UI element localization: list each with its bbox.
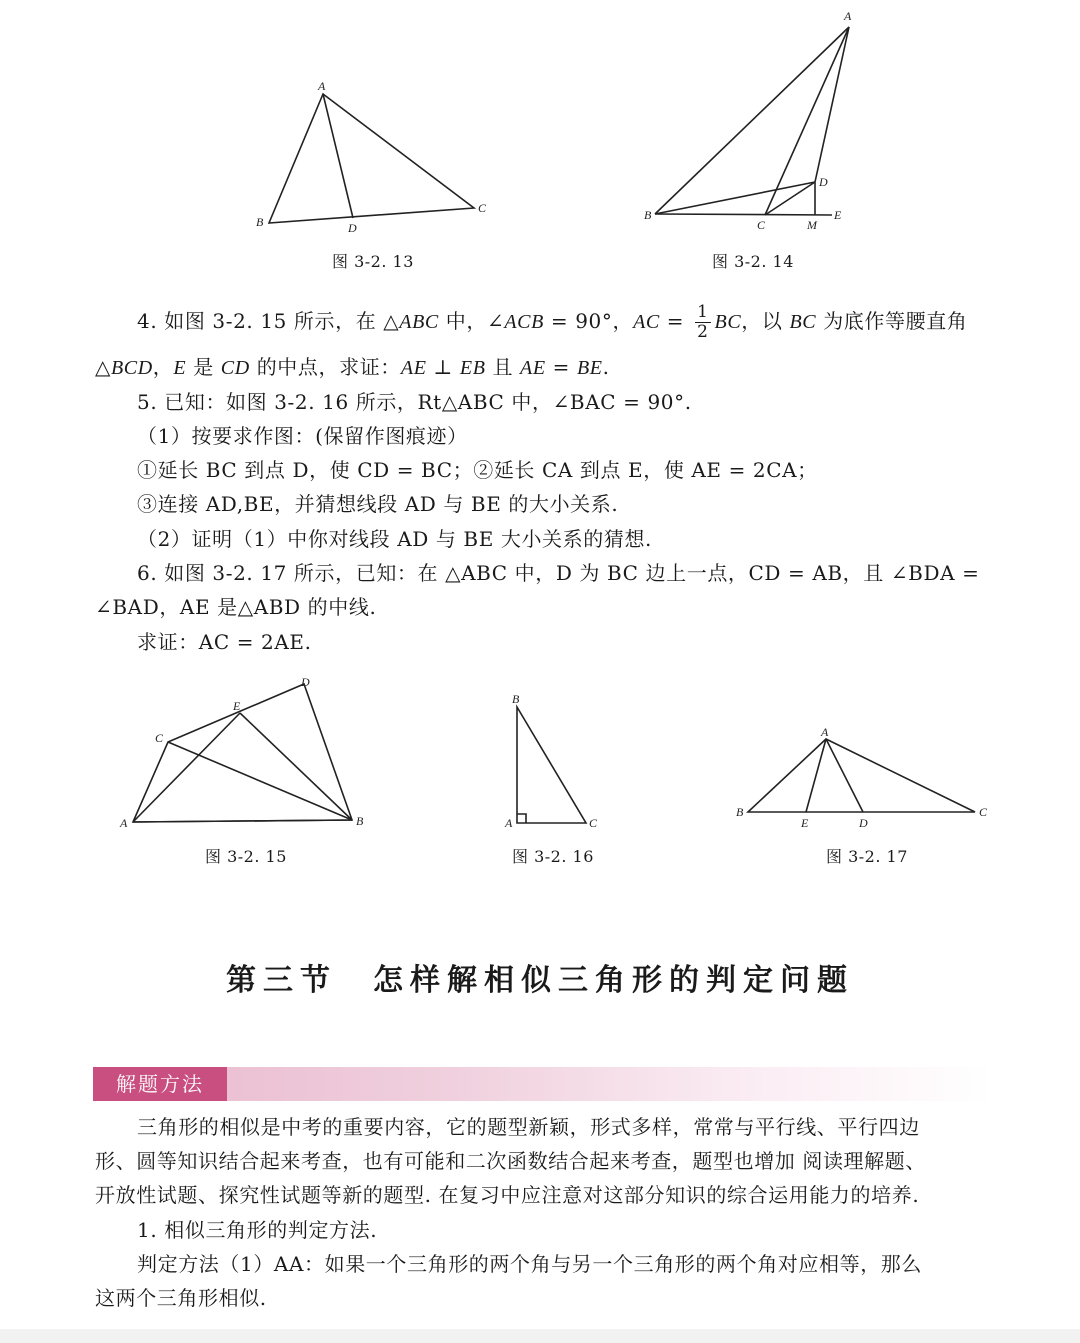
text: 且 bbox=[485, 355, 521, 379]
math: E bbox=[173, 357, 187, 379]
math: BC bbox=[789, 311, 817, 333]
label-b: B bbox=[256, 215, 264, 229]
label-a: A bbox=[318, 79, 326, 93]
text: 4. 如图 3-2. 15 所示，在 △ bbox=[137, 309, 400, 333]
triangle-abc bbox=[748, 739, 975, 812]
label-d: D bbox=[301, 675, 310, 689]
caption-3-2-17: 图 3-2. 17 bbox=[826, 847, 908, 866]
figure-3-2-16 bbox=[500, 688, 610, 838]
label-b: B bbox=[736, 805, 744, 819]
segment-ad bbox=[826, 739, 863, 812]
problem-6-line-2: ∠BAD，AE 是△ABD 的中线. bbox=[95, 595, 377, 619]
label-e: E bbox=[233, 699, 241, 713]
label-d: D bbox=[859, 816, 868, 830]
problem-5-line-2: （1）按要求作图：(保留作图痕迹） bbox=[137, 424, 468, 448]
label-b: B bbox=[644, 208, 652, 222]
rule-1-line-2: 这两个三角形相似. bbox=[95, 1286, 267, 1310]
method-paragraph-line-2: 形、圆等知识结合起来考查，也有可能和二次函数结合起来考查，题型也增加 阅读理解题、 bbox=[95, 1149, 926, 1173]
math: BC bbox=[714, 311, 742, 333]
problem-6-line-3: 求证：AC = 2AE. bbox=[137, 630, 312, 654]
math: AC bbox=[633, 311, 660, 333]
triangle-abc bbox=[269, 94, 474, 223]
figure-3-2-17 bbox=[733, 725, 998, 833]
segment-ad bbox=[815, 27, 849, 182]
label-b: B bbox=[512, 692, 520, 706]
method-item-1: 1. 相似三角形的判定方法. bbox=[137, 1218, 378, 1242]
problem-6-line-1: 6. 如图 3-2. 17 所示，已知：在 △ABC 中，D 为 BC 边上一点，CD = AB，且 ∠BDA = bbox=[137, 561, 980, 585]
method-banner bbox=[93, 1067, 993, 1101]
caption-3-2-13: 图 3-2. 13 bbox=[332, 252, 414, 271]
caption-3-2-14: 图 3-2. 14 bbox=[712, 252, 794, 271]
problem-4-line-1 bbox=[137, 303, 967, 342]
text: = bbox=[545, 355, 577, 379]
caption-3-2-15: 图 3-2. 15 bbox=[205, 847, 287, 866]
segment-eb bbox=[240, 713, 352, 820]
section-number: 第三节 bbox=[226, 963, 337, 998]
rule-1-line-1: 判定方法（1）AA：如果一个三角形的两个角与另一个三角形的两个角对应相等，那么 bbox=[137, 1252, 923, 1276]
method-paragraph-line-3: 开放性试题、探究性试题等新的题型. 在复习中应注意对这部分知识的综合运用能力的培养. bbox=[95, 1183, 920, 1207]
label-a: A bbox=[821, 725, 829, 739]
quad-acdb bbox=[133, 684, 352, 822]
fraction-one-half bbox=[695, 303, 710, 342]
text: 为底作等腰直角 bbox=[816, 309, 968, 333]
denominator: 2 bbox=[697, 322, 709, 342]
problem-5-line-3: ①延长 BC 到点 D，使 CD = BC；②延长 CA 到点 E，使 AE = 2CA； bbox=[137, 458, 818, 482]
label-e: E bbox=[801, 816, 809, 830]
math: ABC bbox=[399, 311, 439, 333]
problem-5-line-4: ③连接 AD,BE，并猜想线段 AD 与 BE 的大小关系. bbox=[137, 492, 619, 516]
right-triangle-abc bbox=[517, 707, 586, 823]
figure-3-2-14 bbox=[640, 6, 860, 236]
method-tag: 解题方法 bbox=[93, 1067, 227, 1101]
segment-ab bbox=[133, 820, 352, 822]
text: △ bbox=[95, 355, 111, 379]
math: CD bbox=[220, 357, 250, 379]
label-c: C bbox=[589, 816, 598, 830]
segment-ae bbox=[133, 713, 240, 822]
label-m: M bbox=[807, 218, 817, 232]
text: 中，∠ bbox=[438, 309, 505, 333]
segment-cb bbox=[168, 742, 352, 820]
text: 的中点，求证： bbox=[249, 355, 401, 379]
text: = 90°， bbox=[543, 309, 634, 333]
right-angle-mark bbox=[517, 814, 526, 823]
text: ，以 bbox=[741, 309, 790, 333]
math: AE bbox=[520, 357, 546, 379]
text: = bbox=[659, 309, 692, 333]
label-d: D bbox=[348, 221, 357, 235]
figure-3-2-15 bbox=[115, 672, 380, 832]
figure-3-2-13 bbox=[250, 80, 500, 240]
segment-ae bbox=[806, 739, 826, 812]
label-a: A bbox=[505, 816, 513, 830]
label-c: C bbox=[757, 218, 766, 232]
problem-5-line-1: 5. 已知：如图 3-2. 16 所示，Rt△ABC 中，∠BAC = 90°. bbox=[137, 390, 692, 414]
problem-5-line-5: （2）证明（1）中你对线段 AD 与 BE 大小关系的猜想. bbox=[137, 527, 653, 551]
text: . bbox=[602, 355, 610, 379]
label-c: C bbox=[979, 805, 988, 819]
text: 是 bbox=[186, 355, 221, 379]
label-e: E bbox=[834, 208, 842, 222]
section-heading: 怎样解相似三角形的判定问题 bbox=[373, 963, 854, 998]
math: ACB bbox=[504, 311, 544, 333]
segment-be bbox=[655, 214, 832, 215]
math: BCD bbox=[110, 357, 153, 379]
page-bottom-edge bbox=[0, 1329, 1080, 1343]
label-c: C bbox=[478, 201, 487, 215]
label-d: D bbox=[819, 175, 828, 189]
section-title bbox=[0, 955, 1080, 999]
math: BE bbox=[576, 357, 603, 379]
numerator: 1 bbox=[697, 302, 709, 322]
math: EB bbox=[459, 357, 486, 379]
problem-4-line-2 bbox=[95, 354, 610, 381]
method-paragraph-line-1: 三角形的相似是中考的重要内容，它的题型新颖，形式多样，常常与平行线、平行四边 bbox=[137, 1115, 920, 1139]
math: AE bbox=[400, 357, 427, 379]
label-a: A bbox=[120, 816, 128, 830]
caption-3-2-16: 图 3-2. 16 bbox=[512, 847, 594, 866]
text: ， bbox=[152, 355, 174, 379]
label-a: A bbox=[844, 9, 852, 23]
label-c: C bbox=[155, 731, 164, 745]
label-b: B bbox=[356, 814, 364, 828]
text: ⊥ bbox=[426, 355, 460, 379]
